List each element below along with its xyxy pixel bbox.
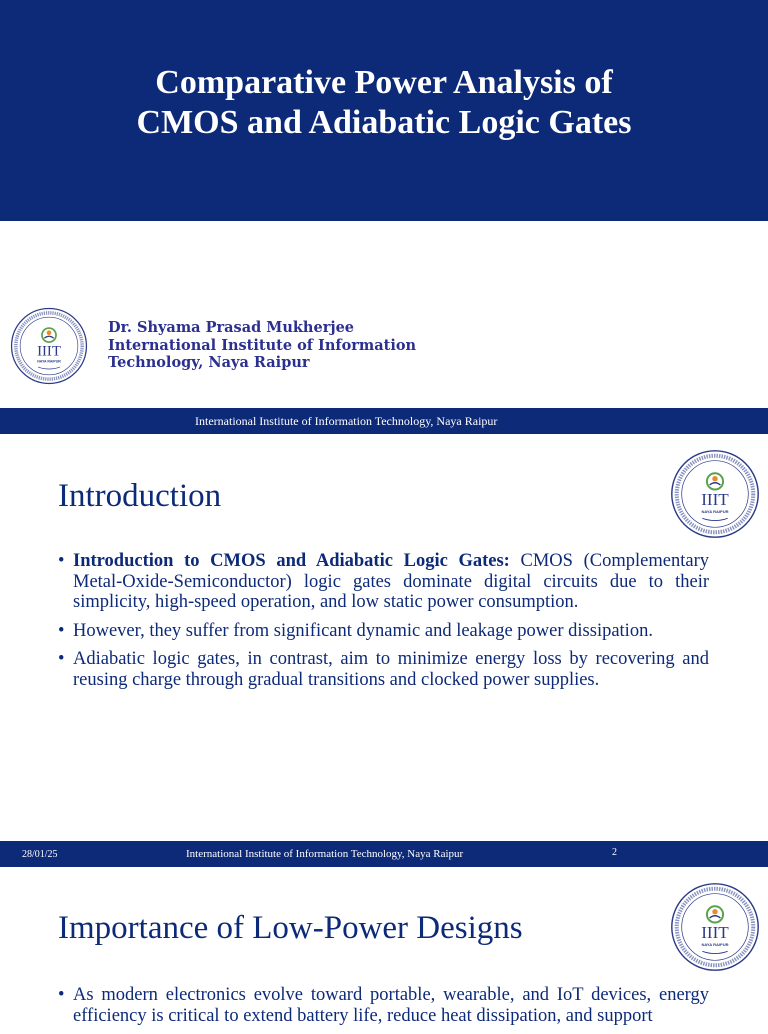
footer-institute: International Institute of Information Technology, Naya Raipur (186, 848, 464, 860)
bullet-item: • As modern electronics evolve toward portable, wearable, and IoT devices, energy efficiency is critical to extend battery life, reduce heat dissipation, and support (58, 985, 709, 1026)
bullet-item: • However, they suffer from significant dynamic and leakage power dissipation. (58, 621, 709, 642)
slide-title-line-1: Comparative Power Analysis of (155, 63, 613, 101)
footer-institute: International Institute of Information Technology, Naya Raipur (195, 414, 498, 428)
iiit-logo (670, 449, 760, 539)
slide-title (137, 63, 632, 143)
slide-number: 2 (612, 847, 617, 858)
footer-date: 28/01/25 (22, 849, 58, 860)
author-affiliation-line-2: Technology, Naya Raipur (108, 354, 310, 371)
bullet-item: • Adiabatic logic gates, in contrast, aim to minimize energy loss by recovering and reusing charge through gradual transitions and clocked power supplies. (58, 649, 709, 690)
slide-heading: Introduction (58, 478, 222, 514)
bullet-lead: Introduction to CMOS and Adiabatic Logic Gates: (73, 551, 510, 571)
bullet-list (58, 551, 709, 698)
bullet-item (58, 551, 709, 613)
author-affiliation-line-1: International Institute of Information (108, 336, 417, 354)
footer-bar (0, 841, 768, 867)
author-name: Dr. Shyama Prasad Mukherjee (108, 319, 355, 336)
slide-heading: Importance of Low-Power Designs (58, 910, 523, 946)
slide-title-line-2: CMOS and Adiabatic Logic Gates (136, 103, 632, 141)
title-banner (0, 0, 768, 221)
footer-bar (0, 408, 768, 434)
bullet-text: CMOS (Complementary Metal-Oxide-Semiconductor) logic gates dominate digital circuits due to their simplicity, high-speed operation, and low static power consumption. (73, 551, 709, 612)
iiit-logo (10, 307, 88, 385)
bullet-list (58, 985, 709, 1034)
author-block (108, 319, 416, 372)
iiit-logo (670, 882, 760, 972)
